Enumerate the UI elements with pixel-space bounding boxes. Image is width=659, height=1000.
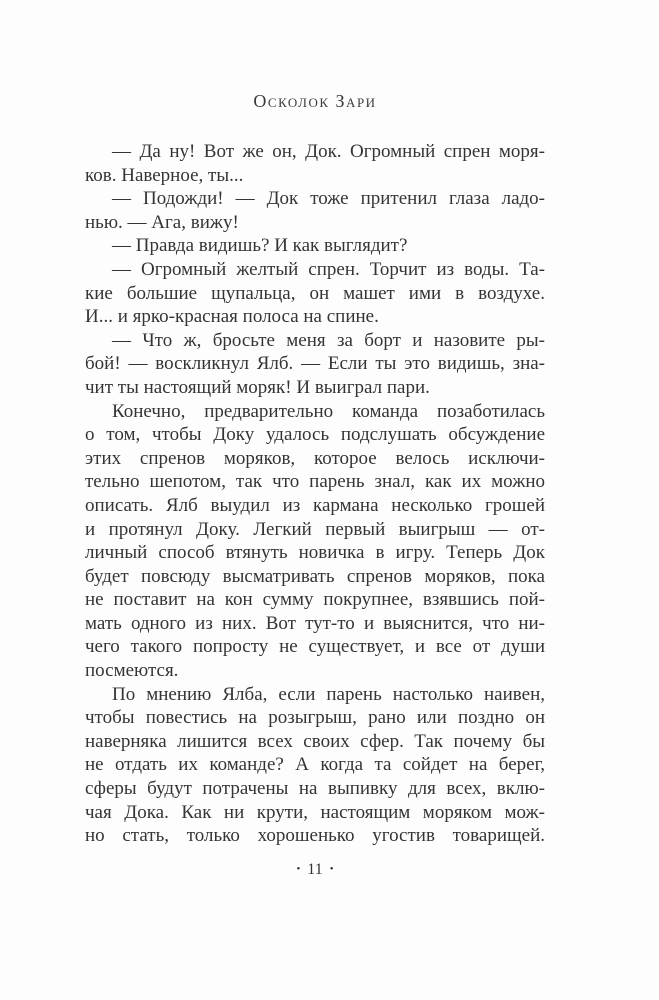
text-line: кие большие щупальца, он машет ими в воздухе. xyxy=(85,282,545,304)
running-head: Осколок Зари xyxy=(253,91,377,111)
paragraph xyxy=(85,187,545,234)
folio-dot-right-icon: • xyxy=(329,863,334,875)
text-line: — Подожди! — Док тоже притенил глаза ладо- xyxy=(112,188,545,210)
page-number: 11 xyxy=(307,861,323,878)
text-line: ков. Наверное, ты... xyxy=(85,164,244,186)
text-line: — Огромный желтый спрен. Торчит из воды. Та- xyxy=(112,258,545,280)
text-line: — Да ну! Вот же он, Док. Огромный спрен моря- xyxy=(112,141,545,162)
text-line: тельно шепотом, так что парень знал, как их можно xyxy=(85,471,545,493)
text-line: описать. Ялб выудил из кармана несколько грошей xyxy=(85,494,545,516)
paragraph xyxy=(85,400,545,683)
text-line: не поставит на кон сумму покрупнее, взявшись пой- xyxy=(85,589,545,611)
text-line: не отдать их команде? А когда та сойдет на берег, xyxy=(85,754,545,776)
folio xyxy=(85,861,545,879)
text-line: личный способ втянуть новичка в игру. Теперь Док xyxy=(85,542,545,564)
text-line: посмеются. xyxy=(85,660,179,682)
text-line: но стать, только хорошенько угостив товарищей. xyxy=(85,825,545,847)
text-line: и протянул Доку. Легкий первый выигрыш — от- xyxy=(85,518,545,540)
paragraph xyxy=(85,258,545,329)
paragraph xyxy=(85,329,545,400)
text-line: нью. — Ага, вижу! xyxy=(85,211,239,233)
text-line: мать одного из них. Вот тут-то и выяснится, что ни- xyxy=(85,612,545,634)
text-line: о том, чтобы Доку удалось подслушать обсуждение xyxy=(85,424,545,446)
text-line: Конечно, предварительно команда позаботилась xyxy=(112,400,545,422)
text-block xyxy=(85,140,545,848)
text-line: — Правда видишь? И как выглядит? xyxy=(112,235,408,257)
text-line: сферы будут потрачены на выпивку для всех, вклю- xyxy=(85,778,545,800)
paragraph xyxy=(85,140,545,187)
text-line: чит ты настоящий моряк! И выиграл пари. xyxy=(85,376,430,398)
text-line: И... и ярко-красная полоса на спине. xyxy=(85,306,379,328)
text-line: чтобы повестись на розыгрыш, рано или поздно он xyxy=(85,707,545,729)
folio-dot-left-icon: • xyxy=(296,863,301,875)
paragraph xyxy=(85,683,545,848)
text-line: бой! — воскликнул Ялб. — Если ты это видишь, зна- xyxy=(85,353,545,375)
text-line: — Что ж, бросьте меня за борт и назовите ры- xyxy=(112,329,545,351)
paragraph xyxy=(85,234,545,258)
text-line: чая Дока. Как ни крути, настоящим моряком мож- xyxy=(85,801,545,823)
text-line: будет повсюду высматривать спренов моряков, пока xyxy=(85,565,545,587)
text-line: чего такого попросту не существует, и все от души xyxy=(85,636,545,658)
text-line: По мнению Ялба, если парень настолько наивен, xyxy=(112,683,545,705)
text-line: наверняка лишится всех своих сфер. Так почему бы xyxy=(85,730,545,752)
text-line: этих спренов моряков, которое велось исключи- xyxy=(85,447,545,469)
